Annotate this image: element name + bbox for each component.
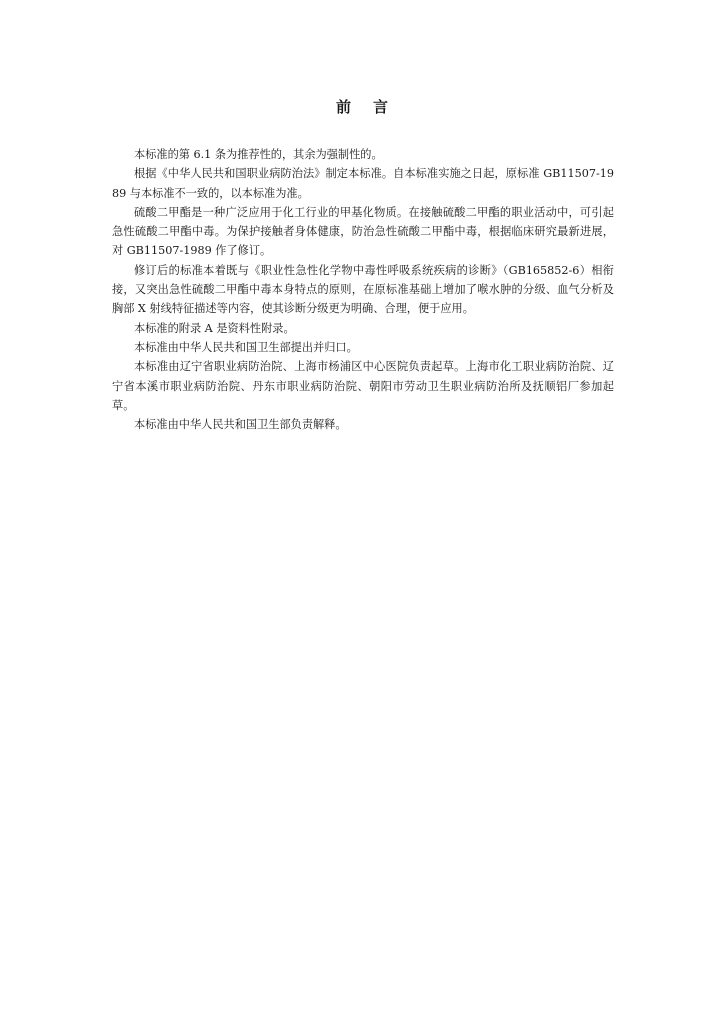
title-char-2: 言 <box>373 98 389 116</box>
title-char-1: 前 <box>335 98 351 116</box>
paragraph-revision: 修订后的标准本着既与《职业性急性化学物中毒性呼吸系统疾病的诊断》（GB165852-6）相衔接，又突出急性硫酸二甲酯中毒本身特点的原则，在原标准基础上增加了喉水肿的分级、血气分析及胸部 X 射线特征描述等内容，使其诊断分级更为明确、合理，便于应用。 <box>112 263 614 316</box>
page-title <box>0 96 724 117</box>
paragraph-proposer: 本标准由中华人民共和国卫生部提出并归口。 <box>134 340 358 354</box>
paragraph-drafters: 本标准由辽宁省职业病防治院、上海市杨浦区中心医院负责起草。上海市化工职业病防治院、辽宁省本溪市职业病防治院、丹东市职业病防治院、朝阳市劳动卫生职业病防治所及抚顺铝厂参加起草。 <box>112 360 614 412</box>
paragraph-recommended-clause: 本标准的第 6.1 条为推荐性的，其余为强制性的。 <box>134 148 383 161</box>
paragraph-interpretation: 本标准由中华人民共和国卫生部负责解释。 <box>134 418 347 432</box>
foreword-body <box>112 145 614 434</box>
paragraph-legal-basis: 根据《中华人民共和国职业病防治法》制定本标准。自本标准实施之日起，原标准 GB11507-1989 与本标准不一致的，以本标准为准。 <box>112 167 614 200</box>
paragraph-background: 硫酸二甲酯是一种广泛应用于化工行业的甲基化物质。在接触硫酸二甲酯的职业活动中，可引起急性硫酸二甲酯中毒。为保护接触者身体健康，防治急性硫酸二甲酯中毒，根据临床研究最新进展，对 GB11507-1989 作了修订。 <box>112 205 614 258</box>
paragraph-appendix: 本标准的附录 A 是资料性附录。 <box>134 321 295 335</box>
